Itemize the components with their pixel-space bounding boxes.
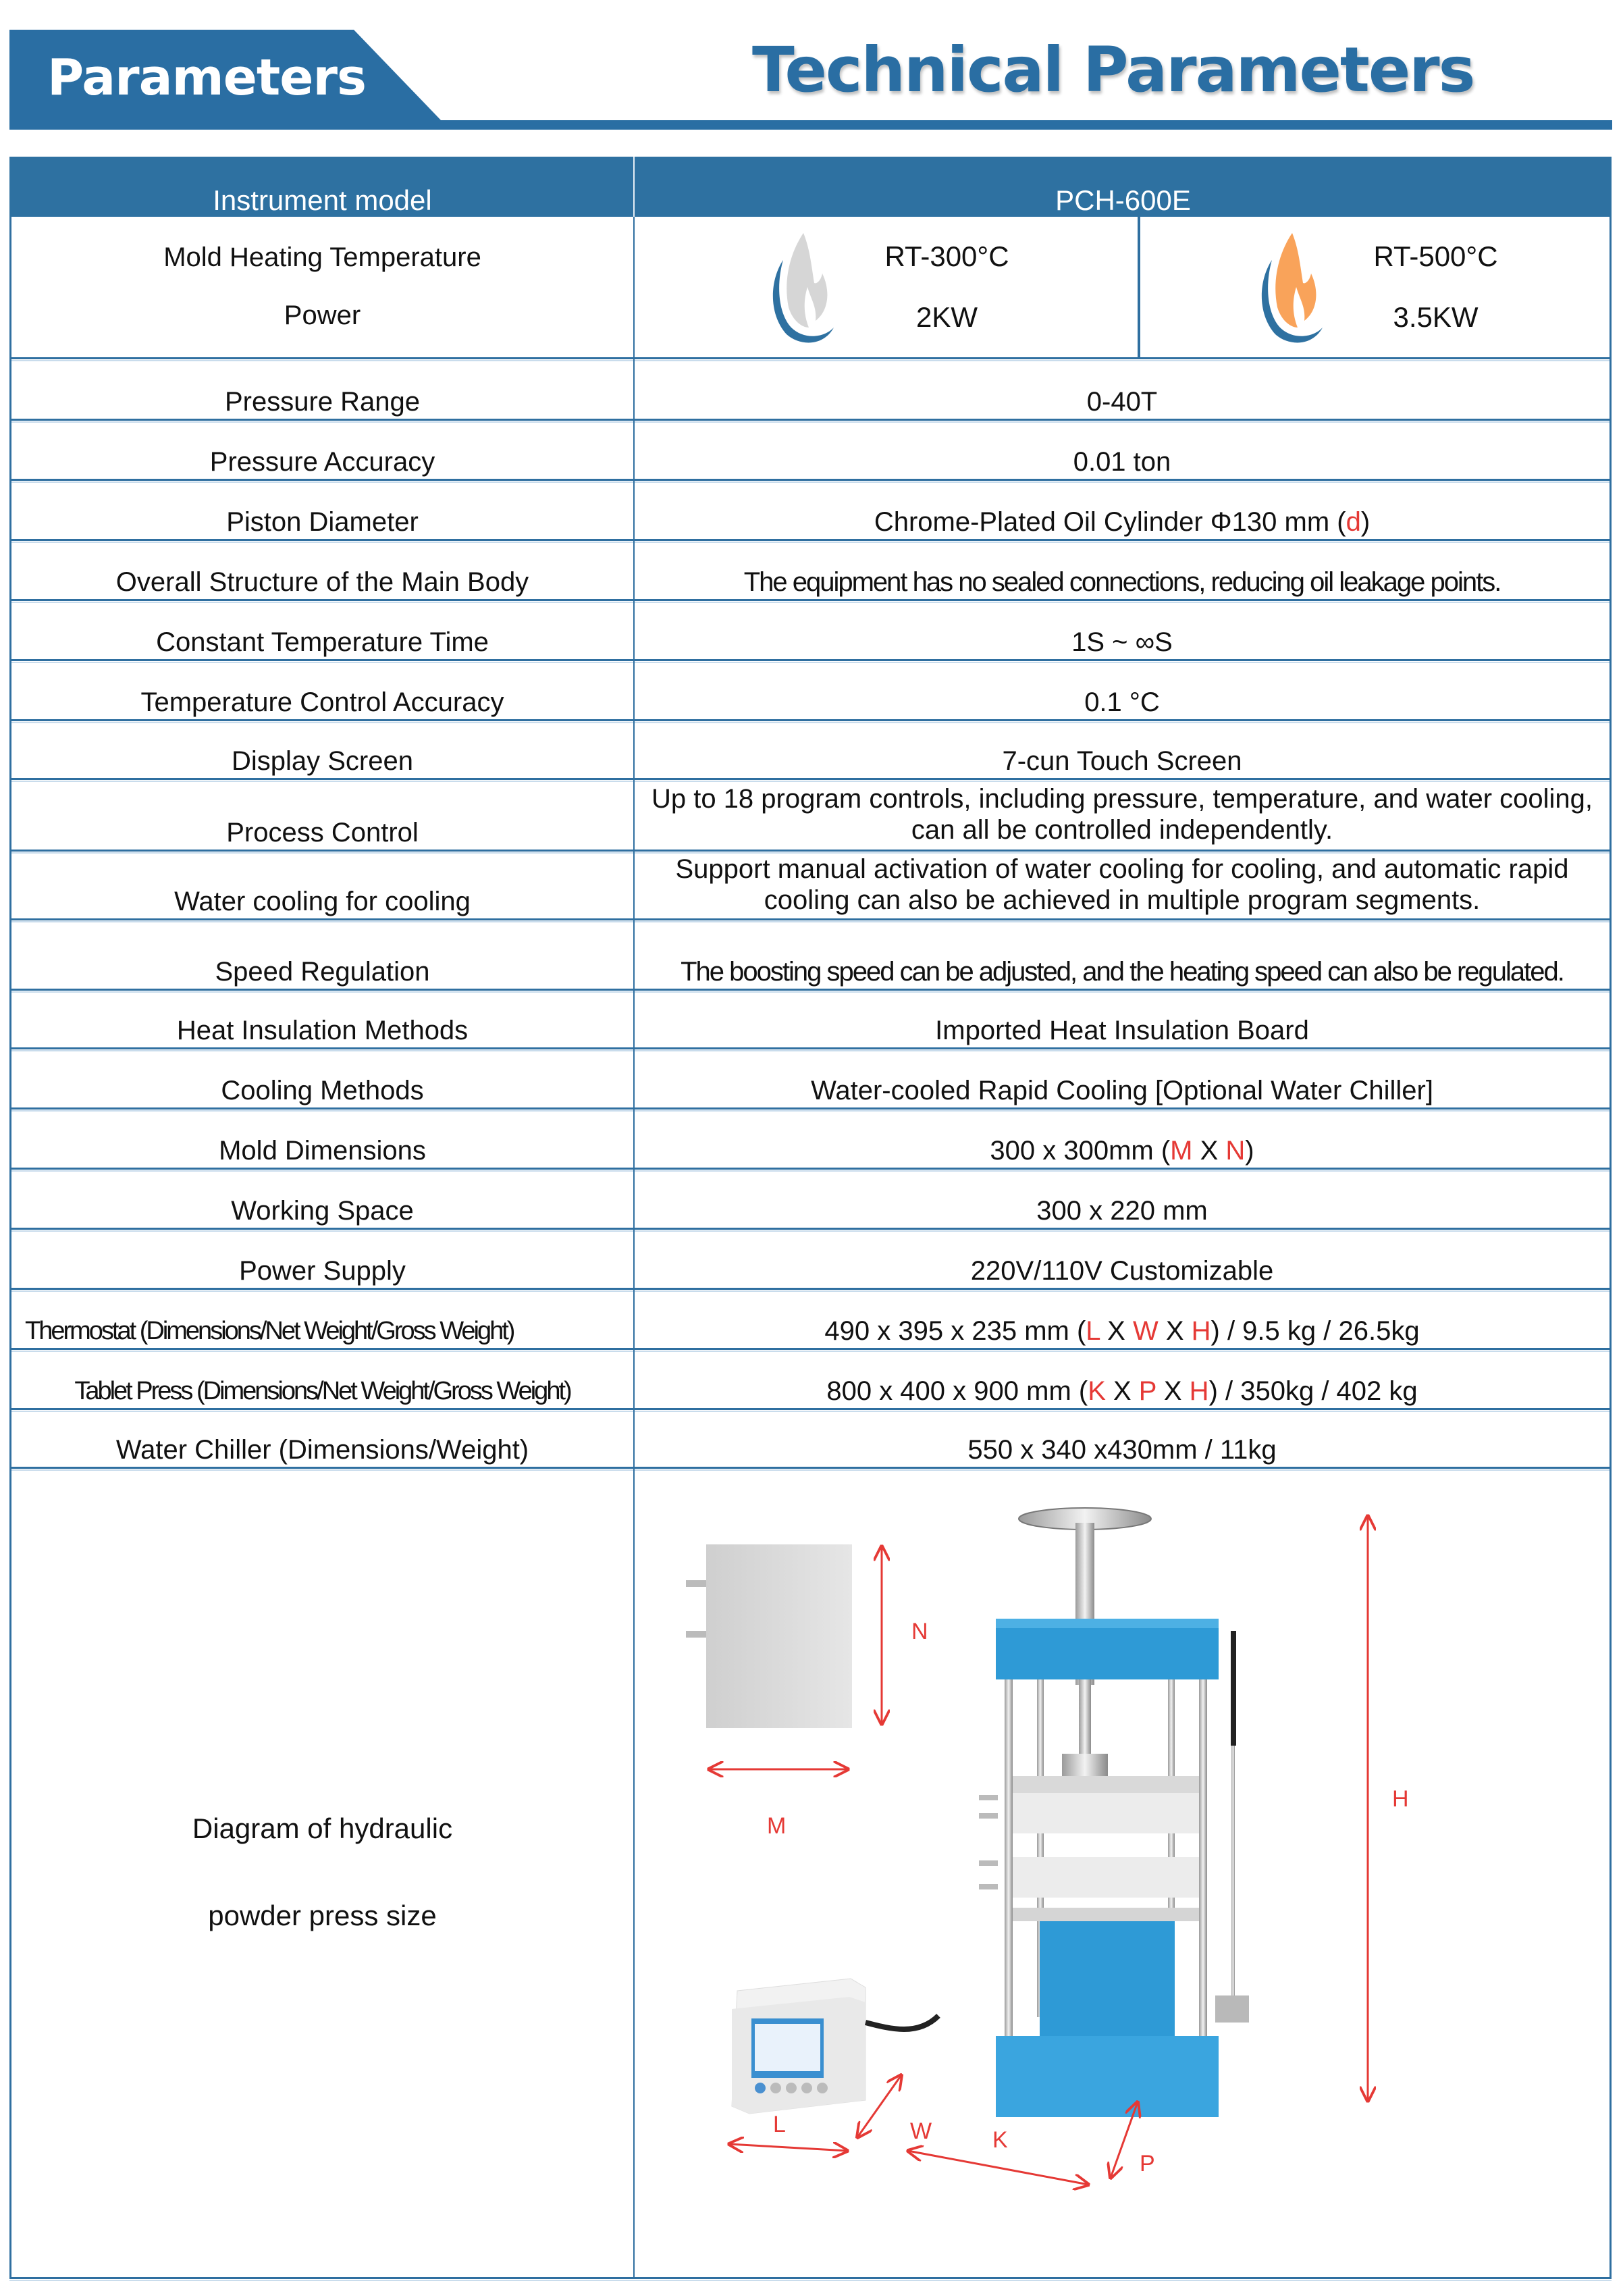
heating-label: Mold Heating Temperature [163, 242, 481, 272]
dimension-key: H [1191, 1316, 1211, 1346]
table-header-row [9, 157, 1612, 217]
param-label-cell [9, 481, 633, 539]
param-value: 0.01 ton [1073, 447, 1171, 477]
table-row-diagram [9, 1469, 1612, 2279]
param-label-cell [9, 1230, 633, 1288]
dimension-separator: X [1105, 1376, 1139, 1406]
banner-underline [9, 120, 1612, 130]
param-label: Power Supply [239, 1256, 406, 1286]
dimension-arrow-k [908, 2151, 1088, 2185]
table-row [9, 1230, 1612, 1290]
param-label-cell [9, 1290, 633, 1348]
dimension-key: d [1346, 507, 1361, 537]
param-label: Display Screen [231, 746, 413, 776]
param-label-cell [9, 1170, 633, 1228]
dimension-key: H [1189, 1376, 1209, 1406]
param-value-cell [633, 421, 1612, 479]
table-row [9, 1410, 1612, 1469]
value-text: ) [1245, 1136, 1254, 1166]
value-text: 300 x 300mm ( [990, 1136, 1171, 1166]
param-value-cell [633, 1110, 1612, 1168]
table-row [9, 359, 1612, 421]
param-value: Up to 18 program controls, including pressure, temperature, and water cooling, can all be controlled independently. [651, 783, 1593, 845]
param-label: Process Control [226, 818, 419, 847]
table-row [9, 1170, 1612, 1230]
table-row [9, 1110, 1612, 1170]
param-value: 0.1 °C [1084, 687, 1160, 717]
param-value-cell [633, 1410, 1612, 1467]
value-text: Chrome-Plated Oil Cylinder Φ130 mm ( [874, 507, 1346, 537]
table-row [9, 481, 1612, 541]
param-label: Constant Temperature Time [156, 627, 489, 657]
dimension-separator: X [1192, 1136, 1226, 1166]
flame-orange-icon [1252, 226, 1353, 348]
param-value-cell [633, 481, 1612, 539]
diagram-label-line1: Diagram of hydraulic [192, 1812, 453, 1845]
param-label: Pressure Range [224, 387, 421, 417]
table-row [9, 991, 1612, 1049]
param-value: 1S ~ ∞S [1071, 627, 1173, 657]
param-value-cell [633, 1290, 1612, 1348]
dimension-label-p: P [1140, 2151, 1155, 2176]
param-label: Speed Regulation [215, 957, 430, 987]
table-row [9, 541, 1612, 601]
param-label-cell [9, 601, 633, 659]
param-label-cell [9, 920, 633, 989]
param-label: Tablet Press (Dimensions/Net Weight/Gross Weight) [74, 1377, 570, 1406]
diagram-label-cell [9, 1469, 633, 2277]
header-label: Instrument model [213, 184, 432, 216]
table-row [9, 780, 1612, 852]
param-label: Water cooling for cooling [174, 887, 471, 916]
param-value-cell [633, 1049, 1612, 1107]
table-row [9, 852, 1612, 920]
dimension-label-m: M [767, 1813, 787, 1839]
param-value-cell [633, 991, 1612, 1047]
param-value: 0-40T [1086, 387, 1158, 417]
param-label-cell [9, 1350, 633, 1408]
dimension-key: W [1132, 1316, 1159, 1346]
param-label: Working Space [231, 1196, 414, 1226]
heating-label-cell [9, 217, 633, 357]
table-row [9, 1049, 1612, 1110]
param-value-cell [633, 780, 1612, 850]
param-value-cell [633, 359, 1612, 419]
dimension-separator: X [1100, 1316, 1133, 1346]
param-label-cell [9, 852, 633, 918]
value-text: 800 x 400 x 900 mm ( [826, 1376, 1088, 1406]
diagram-label-line2: powder press size [208, 1899, 437, 1931]
param-value-cell [633, 541, 1612, 599]
table-row [9, 661, 1612, 721]
param-label-cell [9, 721, 633, 778]
table-row [9, 601, 1612, 661]
param-label: Pressure Accuracy [209, 447, 435, 477]
header-label-cell [9, 157, 633, 217]
dimension-key: N [1225, 1136, 1246, 1166]
param-value-cell [633, 1170, 1612, 1228]
heating-option-500 [1140, 217, 1609, 357]
table-row [9, 1350, 1612, 1410]
dimension-label-l: L [773, 2112, 786, 2137]
value-text: ) / 350kg / 402 kg [1208, 1376, 1418, 1406]
table-row [9, 421, 1612, 481]
section-tab-title: Parameters [47, 49, 367, 107]
param-value [874, 506, 1370, 538]
dimension-label-h: H [1392, 1786, 1409, 1812]
table-row [9, 1290, 1612, 1350]
header-value-cell [633, 157, 1612, 217]
param-value: 7-cun Touch Screen [1002, 746, 1242, 776]
param-value-cell [633, 852, 1612, 918]
flame-grey-icon [763, 226, 864, 348]
param-label-cell [9, 1049, 633, 1107]
value-text: 490 x 395 x 235 mm ( [824, 1316, 1086, 1346]
param-label: Thermostat (Dimensions/Net Weight/Gross Weight) [25, 1317, 514, 1346]
dimension-label-k: K [992, 2127, 1008, 2153]
param-label-cell [9, 661, 633, 719]
diagram-cell [633, 1469, 1612, 2277]
param-label-cell [9, 1110, 633, 1168]
heating-option-300 [635, 217, 1140, 357]
param-value [824, 1315, 1419, 1347]
param-value [826, 1376, 1417, 1407]
param-label: Overall Structure of the Main Body [115, 567, 529, 597]
dimension-label-n: N [911, 1619, 928, 1644]
param-value: Water-cooled Rapid Cooling [Optional Water Chiller] [811, 1076, 1433, 1105]
param-label: Cooling Methods [221, 1076, 424, 1105]
value-text: ) [1360, 507, 1371, 537]
heating-power: 2KW [915, 301, 978, 333]
param-label-cell [9, 541, 633, 599]
dimension-separator: X [1156, 1376, 1190, 1406]
dimension-separator: X [1158, 1316, 1192, 1346]
param-value [990, 1135, 1254, 1166]
param-label: Heat Insulation Methods [176, 1016, 469, 1045]
dimension-key: M [1170, 1136, 1193, 1166]
table-row [9, 721, 1612, 780]
param-value-cell [633, 1230, 1612, 1288]
param-label-cell [9, 1410, 633, 1467]
param-label: Water Chiller (Dimensions/Weight) [115, 1435, 529, 1465]
value-text: ) / 9.5 kg / 26.5kg [1210, 1316, 1420, 1346]
dimension-arrow-l [729, 2144, 847, 2151]
hydraulic-press-image [979, 1508, 1249, 2117]
param-value: The boosting speed can be adjusted, and the heating speed can also be regulated. [681, 957, 1564, 987]
thermostat-controller-image [732, 1979, 938, 2114]
param-value-cell [633, 920, 1612, 989]
heating-value-cell [633, 217, 1612, 357]
mold-plate-image [686, 1544, 852, 1728]
dimension-label-w: W [910, 2118, 932, 2144]
param-value-cell [633, 1350, 1612, 1408]
dimension-key: P [1138, 1376, 1156, 1406]
table-row [9, 920, 1612, 991]
param-label-cell [9, 991, 633, 1047]
temperature-range: RT-300°C [884, 240, 1009, 272]
param-label: Temperature Control Accuracy [140, 687, 504, 717]
model-number: PCH-600E [1055, 184, 1191, 216]
param-value: 220V/110V Customizable [970, 1256, 1274, 1286]
table-row-heating [9, 217, 1612, 359]
param-label-cell [9, 359, 633, 419]
dimension-key: K [1088, 1376, 1106, 1406]
param-value: The equipment has no sealed connections, reducing oil leakage points. [743, 567, 1501, 597]
param-value: Imported Heat Insulation Board [935, 1016, 1309, 1045]
param-value: 300 x 220 mm [1036, 1196, 1208, 1226]
dimension-key: L [1086, 1316, 1100, 1346]
param-label: Piston Diameter [226, 507, 419, 537]
heating-power: 3.5KW [1393, 301, 1479, 333]
param-label-cell [9, 421, 633, 479]
press-size-diagram [635, 1469, 1613, 2279]
param-value-cell [633, 661, 1612, 719]
param-label-cell [9, 780, 633, 850]
param-value: Support manual activation of water cooling for cooling, and automatic rapid cooling can also be achieved in multiple program segments. [675, 854, 1569, 915]
page-title: Technical Parameters [752, 34, 1474, 106]
param-value: 550 x 340 x430mm / 11kg [967, 1435, 1277, 1465]
param-value-cell [633, 601, 1612, 659]
power-label: Power [284, 301, 361, 330]
param-label: Mold Dimensions [219, 1136, 426, 1166]
temperature-range: RT-500°C [1373, 240, 1498, 272]
param-value-cell [633, 721, 1612, 778]
